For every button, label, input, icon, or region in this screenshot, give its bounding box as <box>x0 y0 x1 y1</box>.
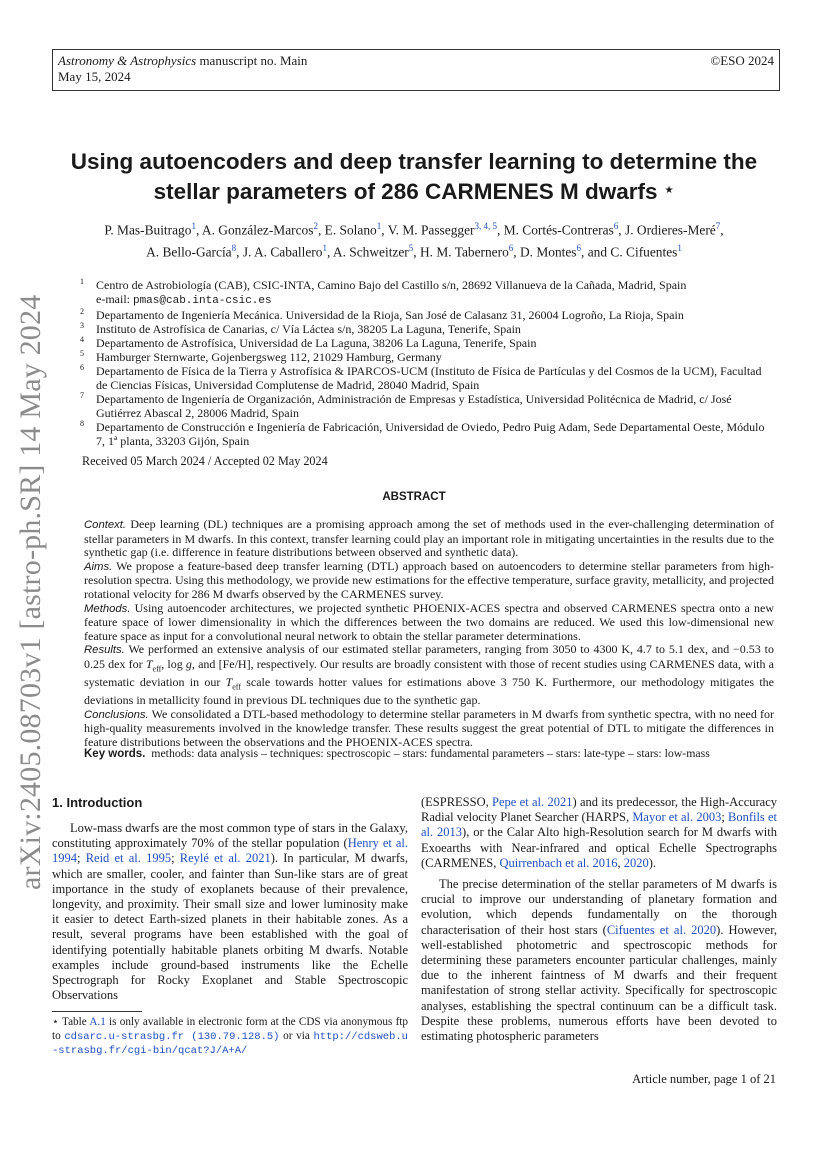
footnote-star-icon: ⋆ <box>52 1016 60 1028</box>
conclusions-text: We consolidated a DTL-based methodology to determine stellar parameters in M dwarfs from synthetic spectra, with no need for high-quality measurements involved in the knowledge transfer. These results suggest the great potential of DTL to mitigate the differences in feature distributions between the observations and the PHOENIX-ACES spectra. <box>84 706 774 749</box>
title-star-icon: ⋆ <box>663 180 675 199</box>
affiliation-item <box>80 350 770 364</box>
teff-symbol-2: T <box>225 674 233 689</box>
author-affiliation-ref[interactable]: 1 <box>322 243 327 254</box>
affiliation-number: 7 <box>80 391 84 400</box>
affiliation-item <box>80 364 770 392</box>
citation-link[interactable]: Bonfils et al. 2013 <box>421 810 777 840</box>
affiliation-item <box>80 336 770 350</box>
aims-text: We propose a feature-based deep transfer learning (DTL) approach based on autoencoders to determine stellar parameters from high-resolution spectra. Using this methodology, we provide new estimations for the effective temperature, surface gravity, metallicity, and projected rotational velocity for 286 M dwarfs observed by the CARMENES survey. <box>84 558 774 601</box>
teff-subscript: eff <box>152 664 162 674</box>
author-name: P. Mas-Buitrago <box>104 222 192 238</box>
affiliation-text: Hamburger Sternwarte, Gojenbergsweg 112, 21029 Hamburg, Germany <box>96 350 442 364</box>
affiliation-text: Departamento de Construcción e Ingeniería de Fabricación, Universidad de Oviedo, Pedro Puig Adam, Sede Departamental Oeste, Módulo 7, 1ª planta, 33203 Gijón, Spain <box>96 420 765 448</box>
manuscript-id: manuscript no. Main <box>199 53 308 68</box>
context-text: Deep learning (DL) techniques are a promising approach among the set of methods used in the ever-challenging determination of stellar parameters in M dwarfs. In this context, transfer learning could play an important role in mitigating uncertainties in the results due to the synthetic gap (i.e. difference in feature distributions between observed and synthetic data). <box>84 517 774 560</box>
text-run: ; <box>77 851 86 866</box>
table-link[interactable]: A.1 <box>89 1016 106 1028</box>
text-run: ). <box>648 855 657 870</box>
author-affiliation-ref[interactable]: 6 <box>576 243 582 254</box>
email-link[interactable]: pmas@cab.inta-csic.es <box>132 295 272 307</box>
affiliation-text: Departamento de Física de la Tierra y Astrofísica & IPARCOS-UCM (Instituto de Física de Partículas y del Cosmos de la UCM), Facultad de Ciencias Físicas, Universidad Complutense de Madrid, 28040 Madrid, Spain <box>96 364 762 392</box>
affiliation-text: Departamento de Ingeniería Mecánica. Universidad de la Rioja, San José de Calasanz 31, 26004 Logroño, La Rioja, Spain <box>96 308 684 322</box>
affiliation-number: 4 <box>80 335 84 344</box>
citation-link[interactable]: Henry et al. 1994 <box>52 836 409 866</box>
methods-label: Methods. <box>84 602 131 615</box>
results-text-d: scale towards hotter values for estimations above 3 750 K. Furthermore, our methodology mitigates the deviations in metallicity found in previous DL techniques due to the synthetic gap. <box>84 674 774 707</box>
citation-link[interactable]: Mayor et al. 2003 <box>632 810 722 825</box>
affiliation-number: 8 <box>80 419 84 428</box>
author-affiliation-ref[interactable]: 1 <box>191 221 196 231</box>
intro-paragraph-1 <box>52 821 408 1003</box>
results-label: Results. <box>84 644 125 657</box>
author-name: H. M. Tabernero <box>419 244 509 260</box>
affiliation-item <box>80 308 770 322</box>
keywords-text: methods: data analysis – techniques: spectroscopic – stars: fundamental parameters – stars: late-type – stars: low-mass <box>151 746 710 760</box>
results-text-b: , log <box>161 656 186 671</box>
author-affiliation-ref[interactable]: 5 <box>408 243 414 254</box>
section-heading <box>52 795 142 810</box>
author-name: M. Cortés-Contreras <box>503 222 614 238</box>
page-footer: Article number, page 1 of 21 <box>632 1072 776 1086</box>
text-run: (ESPRESSO, <box>421 795 493 809</box>
teff-symbol: T <box>145 656 153 671</box>
author-affiliation-ref[interactable]: 8 <box>231 243 237 254</box>
right-column <box>421 795 777 1044</box>
author-name: D. Montes <box>519 244 577 260</box>
abstract-results <box>84 643 774 707</box>
text-run: ), or the Calar Alto high-Resolution search for M dwarfs with Exoearths with Near-infrared and optical Echelle Spectrographs (CARMENES, <box>421 825 777 870</box>
results-text-a: We performed an extensive analysis of our estimated stellar parameters, ranging from 3050 to 4300 K, 4.7 to 5.1 dex, and −0.53 to 0.25 dex for <box>84 642 774 671</box>
author-list: P. Mas-Buitrago$^1$, A. González-Marcos$^2$, E. Solano$^1$, V. M. Passegger$^{3, 4, 5}$, M. Cortés-Contreras$^6$, J. Ordieres-Meré$^7$, A. Bello-García$^8$, J. A. Caballero$^1$, A. Schweitzer$^5$, H. M. Tabernero$^6$, D. Montes$^6$, and C. Cifuentes$^1$ <box>104 221 724 260</box>
text-run: ). However, well-established photometric and spectroscopic methods for determining these parameters encounter particular challenges, mainly due to the inherent faintness of M dwarfs and their frequent manifestation of strong stellar activity. Specifically for spectroscopic analyses, establishing the spectral continuum can be a difficult task. Despite these problems, numerous efforts have been devoted to estimating photospheric parameters <box>421 922 777 1044</box>
affiliation-item <box>80 322 770 336</box>
text-run: is only available in electronic form at the CDS via anonymous ftp to <box>52 1016 408 1042</box>
intro-paragraph-1-continued <box>421 795 777 871</box>
author-affiliation-ref[interactable]: 7 <box>715 221 721 231</box>
author-name: A. González-Marcos <box>201 222 314 238</box>
author-name: C. Cifuentes <box>610 244 678 260</box>
affiliation-item <box>80 420 770 448</box>
keywords-label: Key words. <box>84 748 146 760</box>
citation-link[interactable]: Pepe et al. 2021 <box>492 795 573 809</box>
abstract-conclusions <box>84 708 774 750</box>
author-affiliation-ref[interactable]: 3, 4, 5 <box>474 221 497 231</box>
affiliation-number: 1 <box>80 277 84 286</box>
text-run: ) and its predecessor, the High-Accuracy Radial velocity Planet Searcher (HARPS, <box>421 795 777 825</box>
methods-text: Using autoencoder architectures, we projected synthetic PHOENIX-ACES spectra and observed CARMENES spectra onto a new feature space of lower dimensionality in which the differences between the two domains are reduced. We used this low-dimensional new feature space as input for a convolutional neural network to obtain the stellar parameter determinations. <box>84 600 774 643</box>
aims-label: Aims. <box>84 560 113 573</box>
text-run: The precise determination of the stellar parameters of M dwarfs is crucial to improve our understanding of planetary formation and evolution, which depends fundamentally on the thorough characterisation of their host stars ( <box>421 877 777 937</box>
teff-subscript-2: eff <box>232 682 241 692</box>
context-label: Context. <box>84 519 127 531</box>
arxiv-stamp: arXiv:2405.08703v1 [astro-ph.SR] 14 May 2024 <box>14 294 47 890</box>
journal-name: Astronomy & Astrophysics <box>58 53 197 68</box>
title-line-2: stellar parameters of 286 CARMENES M dwarfs <box>153 179 658 204</box>
abstract-context <box>84 518 774 560</box>
abstract <box>84 518 774 749</box>
conclusions-label: Conclusions. <box>84 708 149 721</box>
citation-link[interactable]: Cifuentes et al. 2020 <box>606 922 717 937</box>
text-run: ; <box>171 851 180 866</box>
citation-link[interactable]: Quirrenbach et al. 2016 <box>499 855 618 870</box>
header-copyright: ©ESO 2024 <box>710 53 774 68</box>
affiliation-text: Instituto de Astrofísica de Canarias, c/ Vía Láctea s/n, 38205 La Laguna, Tenerife, Spain <box>96 322 521 336</box>
received-date: Received 05 March 2024 / Accepted 02 May 2024 <box>82 454 328 468</box>
paper-title <box>60 148 768 206</box>
footnote <box>52 1016 408 1059</box>
affiliation-item <box>80 392 770 420</box>
ftp-link[interactable]: cdsarc.u-strasbg.fr (130.79.128.5) <box>64 1030 280 1043</box>
intro-paragraph-2 <box>421 877 777 1044</box>
citation-link[interactable]: 2020 <box>623 855 649 870</box>
affiliation-number: 2 <box>80 307 84 316</box>
left-column <box>52 821 408 1003</box>
text-run: ; <box>721 810 728 825</box>
text-run: , <box>617 855 624 870</box>
author-affiliation-ref[interactable]: 6 <box>508 243 514 254</box>
affiliation-item <box>80 278 770 308</box>
affiliation-text: Departamento de Ingeniería de Organización, Administración de Empresas y Estadística, Universidad Politécnica de Madrid, c/ José Gutiérrez Abascal 2, 28006 Madrid, Spain <box>96 392 732 420</box>
text-run: ). In particular, M dwarfs, which are smaller, cooler, and fainter than Sun-like stars are of great importance in the study of exoplanets because of their prevalence, longevity, and proximity. Their small size and lower luminosity make it easier to detect Earth-sized planets in their habitable zones. As a result, several programs have been established with the goal of identifying potentially habitable planets orbiting M dwarfs. Notable examples include ground-based instruments like the Echelle Spectrograph for Rocky Exoplanet and Stable Spectroscopic Observations <box>52 851 408 1003</box>
author-affiliation-ref[interactable]: 1 <box>677 243 682 254</box>
citation-link[interactable]: Reid et al. 1995 <box>85 851 172 866</box>
affiliation-list <box>80 278 770 448</box>
author-affiliation-ref[interactable]: 1 <box>376 221 382 231</box>
affiliation-text: Departamento de Astrofísica, Universidad de La Laguna, 38206 La Laguna, Tenerife, Spain <box>96 336 537 350</box>
author-name: A. Schweitzer <box>332 244 409 260</box>
author-affiliation-ref[interactable]: 2 <box>313 221 318 231</box>
results-text-c: , and [Fe/H], respectively. Our results are broadly consistent with those of recent studies using CARMENES data, with a systematic deviation in our <box>84 656 774 689</box>
email-label: e-mail: <box>96 292 133 306</box>
text-run: or via <box>279 1029 314 1042</box>
author-name: V. M. Passegger <box>387 222 475 238</box>
header-date: May 15, 2024 <box>58 69 131 84</box>
author-affiliation-ref[interactable]: 6 <box>613 221 619 231</box>
citation-link[interactable]: Reylé et al. 2021 <box>179 851 271 866</box>
section-number: 1. <box>52 795 63 810</box>
header-journal <box>58 53 307 69</box>
author-name: J. Ordieres-Meré <box>625 222 716 238</box>
author-name: A. Bello-García <box>146 244 232 260</box>
author-name: J. A. Caballero <box>242 244 323 260</box>
g-symbol: g <box>185 656 192 671</box>
text-run: Low-mass dwarfs are the most common type of stars in the Galaxy, constituting approximately 70% of the stellar population ( <box>52 821 408 851</box>
section-title-text: Introduction <box>66 795 143 810</box>
text-run: Table <box>59 1016 90 1028</box>
affiliation-number: 3 <box>80 321 84 330</box>
cds-url-link[interactable]: http://cdsweb.u-strasbg.fr/cgi-bin/qcat?J/A+A/ <box>52 1030 408 1058</box>
footnote-rule <box>52 1011 142 1012</box>
abstract-methods <box>84 602 774 644</box>
title-line-1: Using autoencoders and deep transfer learning to determine the <box>70 149 758 174</box>
affiliation-number: 6 <box>80 363 84 372</box>
author-name: E. Solano <box>324 222 377 238</box>
affiliation-text: Centro de Astrobiología (CAB), CSIC-INTA, Camino Bajo del Castillo s/n, 28692 Villanueva de la Cañada, Madrid, Spain <box>96 278 687 292</box>
abstract-heading: ABSTRACT <box>382 491 446 503</box>
keywords <box>84 746 784 761</box>
affiliation-number: 5 <box>80 349 84 358</box>
abstract-aims <box>84 560 774 602</box>
